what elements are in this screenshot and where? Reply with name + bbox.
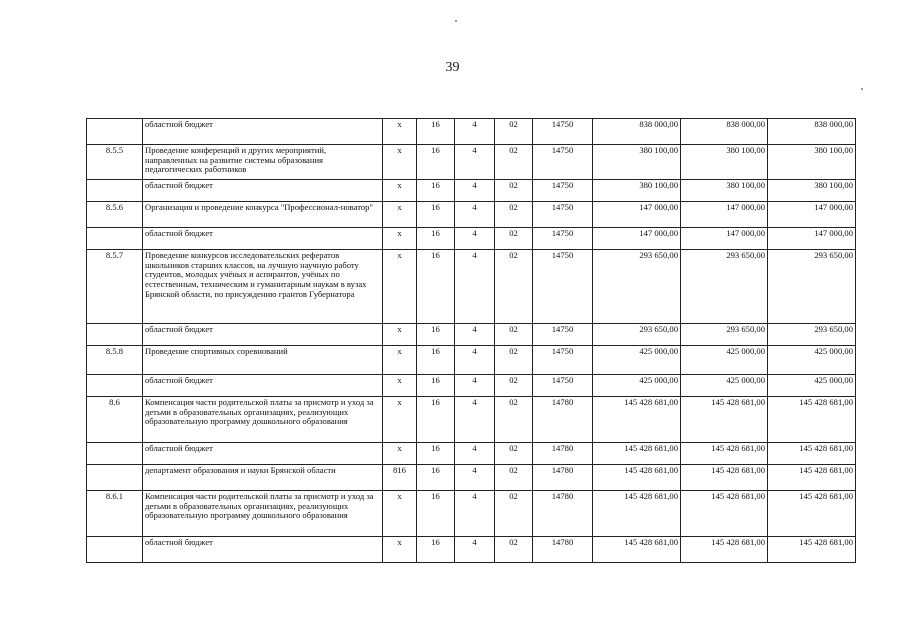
row-section: 16	[417, 465, 455, 491]
row-admin-code: x	[383, 375, 417, 397]
row-amount-1: 145 428 681,00	[593, 491, 681, 537]
row-subsection: 4	[455, 491, 495, 537]
row-section: 16	[417, 375, 455, 397]
row-admin-code: x	[383, 491, 417, 537]
row-target-code: 14780	[533, 465, 593, 491]
row-amount-2: 425 000,00	[681, 375, 768, 397]
row-target-code: 14750	[533, 145, 593, 180]
row-amount-3: 380 100,00	[768, 145, 856, 180]
page-number: 39	[445, 60, 460, 75]
row-name: Проведение спортивных соревнований	[143, 346, 383, 375]
row-amount-2: 147 000,00	[681, 228, 768, 250]
row-code: 8.5.6	[87, 202, 143, 228]
row-name: областной бюджет	[143, 180, 383, 202]
row-name: Компенсация части родительской платы за присмотр и уход за детьми в образовательных организациях, реализующих образовательную программу дошкольного образования	[143, 491, 383, 537]
table-row	[87, 346, 856, 375]
row-admin-code: x	[383, 346, 417, 375]
row-code	[87, 228, 143, 250]
table-row	[87, 145, 856, 180]
row-name: областной бюджет	[143, 537, 383, 563]
row-amount-3: 838 000,00	[768, 119, 856, 145]
row-section: 16	[417, 250, 455, 324]
row-subsection: 4	[455, 202, 495, 228]
row-code: 8.5.7	[87, 250, 143, 324]
row-amount-1: 147 000,00	[593, 202, 681, 228]
row-target-code: 14750	[533, 180, 593, 202]
row-program: 02	[495, 250, 533, 324]
row-section: 16	[417, 397, 455, 443]
row-amount-1: 147 000,00	[593, 228, 681, 250]
row-name: областной бюджет	[143, 375, 383, 397]
row-code	[87, 375, 143, 397]
table-row	[87, 465, 856, 491]
row-admin-code: x	[383, 397, 417, 443]
row-section: 16	[417, 324, 455, 346]
row-section: 16	[417, 202, 455, 228]
row-section: 16	[417, 491, 455, 537]
row-amount-3: 425 000,00	[768, 346, 856, 375]
row-name: областной бюджет	[143, 119, 383, 145]
row-admin-code: x	[383, 119, 417, 145]
row-amount-1: 145 428 681,00	[593, 537, 681, 563]
row-amount-1: 425 000,00	[593, 346, 681, 375]
row-amount-2: 145 428 681,00	[681, 465, 768, 491]
row-target-code: 14750	[533, 228, 593, 250]
row-target-code: 14750	[533, 346, 593, 375]
row-amount-3: 293 650,00	[768, 250, 856, 324]
row-amount-2: 145 428 681,00	[681, 443, 768, 465]
row-subsection: 4	[455, 250, 495, 324]
row-section: 16	[417, 228, 455, 250]
row-amount-2: 425 000,00	[681, 346, 768, 375]
row-amount-3: 425 000,00	[768, 375, 856, 397]
row-code	[87, 537, 143, 563]
row-subsection: 4	[455, 228, 495, 250]
row-program: 02	[495, 202, 533, 228]
row-program: 02	[495, 119, 533, 145]
table-row	[87, 324, 856, 346]
row-program: 02	[495, 375, 533, 397]
row-subsection: 4	[455, 397, 495, 443]
row-amount-3: 145 428 681,00	[768, 537, 856, 563]
row-name: департамент образования и науки Брянской области	[143, 465, 383, 491]
row-admin-code: x	[383, 145, 417, 180]
row-name: Компенсация части родительской платы за присмотр и уход за детьми в образовательных организациях, реализующих образовательную программу дошкольного образования	[143, 397, 383, 443]
row-amount-1: 293 650,00	[593, 250, 681, 324]
table-row	[87, 180, 856, 202]
row-program: 02	[495, 443, 533, 465]
row-admin-code: x	[383, 443, 417, 465]
row-amount-3: 145 428 681,00	[768, 443, 856, 465]
row-amount-3: 380 100,00	[768, 180, 856, 202]
row-code	[87, 443, 143, 465]
row-name: областной бюджет	[143, 443, 383, 465]
row-admin-code: x	[383, 250, 417, 324]
row-amount-2: 293 650,00	[681, 250, 768, 324]
row-admin-code: 816	[383, 465, 417, 491]
row-amount-3: 147 000,00	[768, 202, 856, 228]
row-section: 16	[417, 145, 455, 180]
row-name: областной бюджет	[143, 324, 383, 346]
budget-table	[86, 118, 856, 563]
table-row	[87, 375, 856, 397]
row-amount-3: 145 428 681,00	[768, 491, 856, 537]
row-amount-2: 380 100,00	[681, 180, 768, 202]
row-target-code: 14750	[533, 119, 593, 145]
row-code	[87, 465, 143, 491]
row-section: 16	[417, 346, 455, 375]
budget-table-body	[87, 119, 856, 563]
row-amount-2: 145 428 681,00	[681, 537, 768, 563]
row-amount-1: 145 428 681,00	[593, 443, 681, 465]
table-row	[87, 119, 856, 145]
table-row	[87, 250, 856, 324]
row-amount-3: 145 428 681,00	[768, 465, 856, 491]
row-amount-3: 293 650,00	[768, 324, 856, 346]
row-code	[87, 180, 143, 202]
table-row	[87, 491, 856, 537]
row-amount-1: 380 100,00	[593, 145, 681, 180]
row-target-code: 14750	[533, 202, 593, 228]
row-target-code: 14780	[533, 397, 593, 443]
row-amount-1: 145 428 681,00	[593, 465, 681, 491]
row-amount-2: 145 428 681,00	[681, 491, 768, 537]
row-program: 02	[495, 491, 533, 537]
row-amount-1: 145 428 681,00	[593, 397, 681, 443]
row-subsection: 4	[455, 324, 495, 346]
row-target-code: 14750	[533, 250, 593, 324]
row-target-code: 14750	[533, 375, 593, 397]
scan-dot-right	[861, 88, 863, 90]
row-name: Организация и проведение конкурса "Профессионал-новатор"	[143, 202, 383, 228]
row-code: 8.5.8	[87, 346, 143, 375]
row-subsection: 4	[455, 346, 495, 375]
row-subsection: 4	[455, 443, 495, 465]
row-amount-3: 145 428 681,00	[768, 397, 856, 443]
table-row	[87, 397, 856, 443]
row-name: областной бюджет	[143, 228, 383, 250]
table-row	[87, 537, 856, 563]
row-program: 02	[495, 346, 533, 375]
row-amount-1: 380 100,00	[593, 180, 681, 202]
row-subsection: 4	[455, 119, 495, 145]
table-row	[87, 228, 856, 250]
row-program: 02	[495, 397, 533, 443]
row-code	[87, 119, 143, 145]
row-program: 02	[495, 465, 533, 491]
row-program: 02	[495, 537, 533, 563]
row-code	[87, 324, 143, 346]
row-target-code: 14780	[533, 491, 593, 537]
table-row	[87, 443, 856, 465]
row-amount-3: 147 000,00	[768, 228, 856, 250]
scan-dot-top	[455, 20, 457, 22]
row-admin-code: x	[383, 202, 417, 228]
row-amount-2: 293 650,00	[681, 324, 768, 346]
row-admin-code: x	[383, 228, 417, 250]
row-section: 16	[417, 537, 455, 563]
row-section: 16	[417, 119, 455, 145]
table-row	[87, 202, 856, 228]
row-amount-2: 380 100,00	[681, 145, 768, 180]
row-admin-code: x	[383, 180, 417, 202]
row-amount-1: 838 000,00	[593, 119, 681, 145]
row-amount-2: 147 000,00	[681, 202, 768, 228]
row-target-code: 14780	[533, 537, 593, 563]
row-name: Проведение конкурсов исследовательских рефератов школьников старших классов, на лучшую научную работу студентов, молодых учёных и аспирантов, учёных по естественным, техническим и гуманитарным наукам в вузах Брянской области, по присуждению грантов Губернатора	[143, 250, 383, 324]
row-section: 16	[417, 443, 455, 465]
row-subsection: 4	[455, 537, 495, 563]
row-subsection: 4	[455, 180, 495, 202]
row-amount-2: 838 000,00	[681, 119, 768, 145]
row-admin-code: x	[383, 324, 417, 346]
row-name: Проведение конференций и других мероприятий, направленных на развитие системы образования педагогических работников	[143, 145, 383, 180]
row-section: 16	[417, 180, 455, 202]
row-code: 8.5.5	[87, 145, 143, 180]
row-amount-2: 145 428 681,00	[681, 397, 768, 443]
row-admin-code: x	[383, 537, 417, 563]
row-program: 02	[495, 324, 533, 346]
row-target-code: 14750	[533, 324, 593, 346]
row-target-code: 14780	[533, 443, 593, 465]
row-amount-1: 425 000,00	[593, 375, 681, 397]
row-subsection: 4	[455, 465, 495, 491]
row-program: 02	[495, 180, 533, 202]
row-subsection: 4	[455, 145, 495, 180]
row-subsection: 4	[455, 375, 495, 397]
row-program: 02	[495, 145, 533, 180]
row-code: 8.6.1	[87, 491, 143, 537]
row-code: 8.6	[87, 397, 143, 443]
row-program: 02	[495, 228, 533, 250]
row-amount-1: 293 650,00	[593, 324, 681, 346]
